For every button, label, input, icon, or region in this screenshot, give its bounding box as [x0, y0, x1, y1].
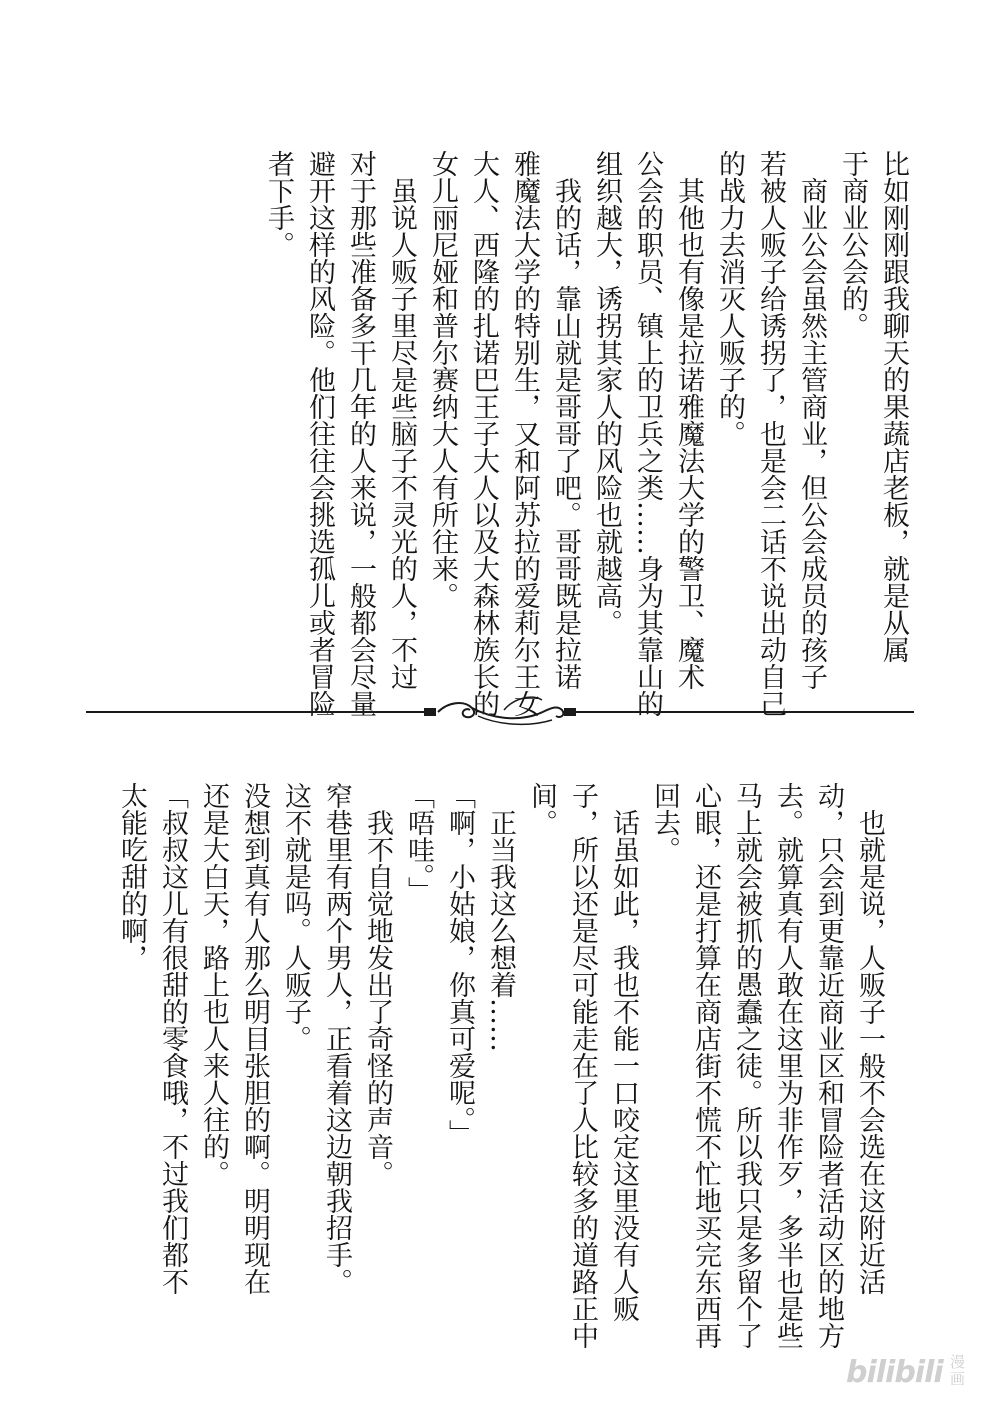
text-column: 虽说人贩子里尽是些脑子不灵光的人，不过	[386, 150, 417, 690]
ornamental-divider	[86, 688, 914, 732]
text-column: 也就是说，人贩子一般不会选在这附近活	[854, 782, 885, 1295]
text-column: 组织越大，诱拐其家人的风险也就越高。	[591, 150, 622, 636]
watermark-latin: bilibili	[846, 1355, 943, 1390]
text-column: 话虽如此，我也不能一口咬定这里没有人贩	[608, 782, 639, 1322]
text-column: 「啊，小姑娘，你真可爱呢。」	[444, 782, 475, 1147]
text-column: 者下手。	[263, 150, 294, 258]
text-column: 公会的职员、镇上的卫兵之类……身为其靠山的	[632, 150, 663, 717]
text-column: 间。	[526, 782, 557, 836]
text-column: 于商业公会的。	[837, 150, 868, 339]
text-column: 子，所以还是尽可能走在了人比较多的道路正中	[567, 782, 598, 1349]
text-column: 动，只会到更靠近商业区和冒险者活动区的地方	[813, 782, 844, 1349]
text-column: 没想到真有人那么明目张胆的啊。明明现在	[239, 782, 270, 1295]
text-column: 心眼，还是打算在商店街不慌不忙地买完东西再	[690, 782, 721, 1349]
text-column: 这不就是吗。人贩子。	[280, 782, 311, 1052]
text-column: 马上就会被抓的愚蠢之徒。所以我只是多留个了	[731, 782, 762, 1349]
text-column: 「唔哇。」	[403, 782, 434, 904]
text-column: 回去。	[649, 782, 680, 863]
text-column: 若被人贩子给诱拐了，也是会二话不说出动自己	[755, 150, 786, 717]
text-column: 太能吃甜的啊，	[116, 782, 147, 971]
text-column: 去。就算真有人敢在这里为非作歹，多半也是些	[772, 782, 803, 1349]
text-column: 「叔叔这儿有很甜的零食哦，不过我们都不	[157, 782, 188, 1295]
bilibili-watermark	[846, 1354, 966, 1394]
text-column: 商业公会虽然主管商业，但公会成员的孩子	[796, 150, 827, 690]
text-column: 窄巷里有两个男人，正看着这边朝我招手。	[321, 782, 352, 1295]
text-column: 的战力去消灭人贩子的。	[714, 150, 745, 447]
bottom-text-block	[111, 782, 890, 1349]
text-column: 对于那些准备多干几年的人来说，一般都会尽量	[345, 150, 376, 717]
text-column: 比如刚刚跟我聊天的果蔬店老板，就是从属	[878, 150, 909, 663]
top-text-block	[258, 150, 914, 717]
text-column: 我的话，靠山就是哥哥了吧。哥哥既是拉诺	[550, 150, 581, 690]
text-column: 大人、西隆的扎诺巴王子大人以及大森林族长的	[468, 150, 499, 717]
text-column: 其他也有像是拉诺雅魔法大学的警卫、魔术	[673, 150, 704, 690]
text-column: 雅魔法大学的特别生，又和阿苏拉的爱莉尔王女	[509, 150, 540, 717]
text-column: 避开这样的风险。他们往往会挑选孤儿或者冒险	[304, 150, 335, 717]
text-column: 我不自觉地发出了奇怪的声音。	[362, 782, 393, 1187]
text-column: 女儿丽尼娅和普尔赛纳大人有所往来。	[427, 150, 458, 609]
text-column: 正当我这么想着……	[485, 782, 516, 1052]
watermark-cjk: 漫画	[950, 1353, 966, 1388]
text-column: 还是大白天，路上也人来人往的。	[198, 782, 229, 1187]
